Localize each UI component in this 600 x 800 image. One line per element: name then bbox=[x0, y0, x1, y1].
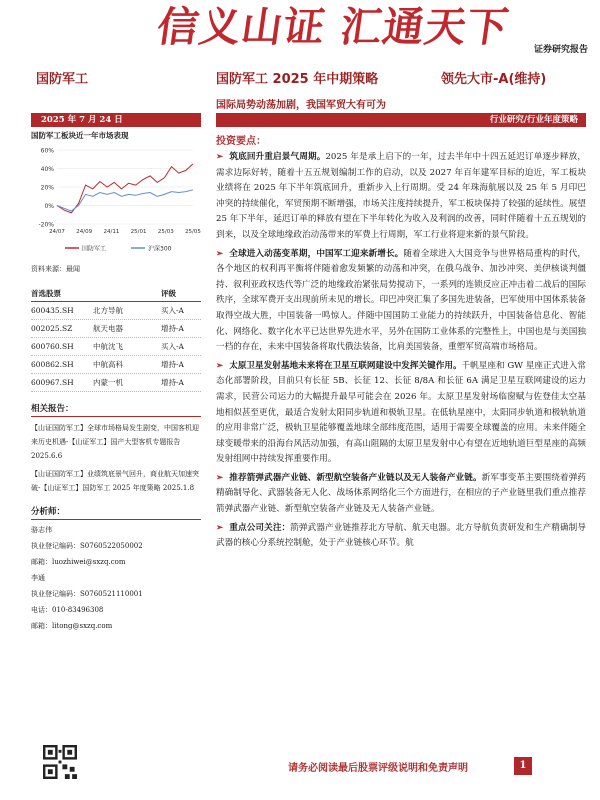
key-point-paragraph bbox=[216, 359, 586, 468]
key-point-body: 新军事变革主要围绕着弹药精确制导化、武器装备无人化、战场体系网络化三个方面进行，在相应的子产业链里我们重点推荐箭弹武器产业链、新型航空装备产业链及无人装备产业链。 bbox=[216, 472, 586, 515]
table-row bbox=[31, 338, 201, 356]
report-title: 国防军工 2025 年中期策略 bbox=[216, 72, 379, 87]
related-report-link[interactable]: 【山证国防军工】业绩筑底景气回升，商业航天加速突破-【山证军工】国防军工 2025 年度策略 2025.1.8 bbox=[31, 470, 199, 492]
report-type-label: 证券研究报告 bbox=[533, 45, 588, 55]
key-point-body: 千帆星座和 GW 星座正式进入常态化部署阶段，目前只有长征 5B、长征 12、长征 8/8A 和长征 6A 满足卫星互联网建设的运力需求，民营公司运力的大幅提升最早可能会在 2026 年。太原卫星发射场临窗赋与佐登佳太空基地相似甚至更优，最适合发射太阳同步轨道和极轨卫星。在低轨星座中，太阳同步轨道和极轨轨道的应用非常广泛，极轨卫星能够覆盖地球全部纬度范围，适用于需要全球覆盖的应用。未来伴随全球变暖带来的沿海台风活动加强，有高山阻隔的太原卫星发射中心有望在近地轨道巨型星座的高频发射组网中持续发挥重要作用。 bbox=[216, 360, 586, 465]
stock-rating: 买入-A bbox=[161, 342, 184, 351]
stock-name: 内蒙一机 bbox=[93, 378, 123, 387]
stock-name: 北方导航 bbox=[93, 306, 123, 315]
y-tick-label: 0% bbox=[44, 203, 54, 210]
qr-code-icon bbox=[43, 745, 77, 779]
stock-table-header bbox=[31, 288, 201, 302]
sidebar bbox=[31, 130, 201, 636]
report-category: 行业研究/行业年度策略 bbox=[216, 113, 586, 127]
stock-rating: 增持-A bbox=[161, 324, 184, 333]
industry-name: 国防军工 bbox=[36, 72, 89, 87]
x-tick-label: 25/05 bbox=[185, 229, 201, 235]
stock-rating: 买入-A bbox=[161, 306, 184, 315]
y-tick-label: 20% bbox=[40, 184, 54, 192]
analyst-license: 执业登记编码：S0760521110001 bbox=[31, 590, 143, 598]
table-row bbox=[31, 320, 201, 338]
stock-name: 中航沈飞 bbox=[93, 342, 123, 351]
stock-name: 航天电器 bbox=[93, 324, 123, 333]
key-point-body: 随着全球进入大国竞争与世界格局重构的时代，各个地区的权利再平衡将伴随着愈发频繁的动荡和冲突，在俄乌战争、加沙冲突、美伊核谈判僵持、叙利亚政权迭代等广泛的地缘政治紧张局势搅动下，一系列的连锁反应正冲击着二战后的国际秩序，全球军费开支出现前所未见的增长。印巴冲突汇集了多国先进装备，巴军使用中国体系装备取得空战大胜，中国装备一鸣惊人。伴随中国国防工业能力的持续跃升，中国装备信息化、智能化、网络化、数字化水平已达世界先进水平，另外在国防工业体系的完整性上，中国也是与美国独一档的存在，未来中国装备将取代俄法装备，比肩美国装备，重塑军贸高端市场格局。 bbox=[216, 248, 586, 353]
x-tick-label: 24/07 bbox=[49, 229, 65, 235]
arrow-bullet-icon: ➢ bbox=[216, 248, 224, 259]
key-point-lead: 重点公司关注： bbox=[229, 522, 291, 533]
legend-label: 国防军工 bbox=[82, 245, 107, 253]
title-row bbox=[0, 66, 600, 88]
stock-code: 600967.SH bbox=[31, 378, 74, 387]
y-tick-label: 60% bbox=[40, 147, 54, 155]
x-tick-label: 25/01 bbox=[130, 229, 147, 235]
analyst-phone: 电话：010-83496308 bbox=[31, 606, 104, 614]
analyst-email[interactable]: 邮箱：luozhiwei@sxzq.com bbox=[31, 558, 126, 566]
stock-code: 600760.SH bbox=[31, 342, 74, 351]
x-tick-label: 24/11 bbox=[103, 229, 120, 235]
key-point-lead: 推荐箭弹武器产业链、新型航空装备产业链以及无人装备产业链。 bbox=[229, 472, 482, 483]
header-name bbox=[93, 288, 161, 299]
key-point-lead: 筑底回升重启景气周期。 bbox=[229, 152, 326, 162]
key-point-lead: 全球进入动荡变革期，中国军工迎来新增长。 bbox=[229, 248, 404, 259]
report-subtitle: 国际局势动荡加剧，我国军贸大有可为 bbox=[216, 100, 386, 111]
table-row bbox=[31, 374, 201, 392]
chart-source: 资料来源：最闻 bbox=[31, 265, 80, 273]
arrow-bullet-icon: ➢ bbox=[216, 472, 224, 483]
related-reports-heading: 相关报告： bbox=[31, 402, 201, 417]
stock-code: 600862.SH bbox=[31, 360, 74, 369]
arrow-bullet-icon: ➢ bbox=[216, 522, 224, 533]
chart-title: 国防军工板块近一年市场表现 bbox=[31, 131, 129, 140]
header-code: 首选股票 bbox=[31, 289, 61, 298]
disclaimer-notice: 请务必阅读最后股票评级说明和免责声明 bbox=[288, 763, 468, 774]
report-date: 2025 年 7 月 24 日 bbox=[31, 113, 201, 127]
key-point-body: 2025 年是承上启下的一年，过去半年中十四五延迟订单逐步释放，需求边际好转，随着十五五规划编制工作的启动，以及 2027 年百年建军目标的迫近，军工板块业绩将在 2025 年下半年筑底回升，重新步入上行周期。受 24 年珠海航展以及 25 年 5 月印巴冲突的持续催化，军贸预期不断增强，市场关注度持续提升，军工板块保持了较强的延续性。展望 25 年下半年，延迟订单的释放有望在下半年转化为收入及利润的改善，同时伴随着十五五规划的到来，以及全球地缘政治动荡带来的军费上行周期，军工行业将迎来新的景气阶段。 bbox=[216, 152, 586, 240]
stock-rating: 增持-A bbox=[161, 360, 184, 369]
analysts-heading: 分析师： bbox=[31, 505, 201, 520]
x-tick-label: 25/03 bbox=[157, 229, 174, 235]
series-line bbox=[57, 190, 193, 211]
performance-chart bbox=[31, 144, 201, 256]
x-tick-label: 24/09 bbox=[76, 229, 93, 235]
stock-rating: 增持-A bbox=[161, 378, 184, 387]
page-number: 1 bbox=[514, 757, 532, 775]
arrow-bullet-icon: ➢ bbox=[216, 152, 224, 162]
banner-slogan: 信义山证 汇通天下 bbox=[154, 3, 513, 51]
key-point-paragraph bbox=[216, 247, 586, 356]
key-point-paragraph bbox=[216, 521, 586, 552]
analyst-name: 李通 bbox=[31, 574, 45, 582]
y-tick-label: -20% bbox=[38, 221, 54, 229]
key-points-heading: 投资要点： bbox=[216, 136, 266, 147]
stock-code: 600435.SH bbox=[31, 306, 74, 315]
key-point-lead: 太原卫星发射基地未来将在卫星互联网建设中发挥关键作用。 bbox=[229, 360, 462, 371]
analyst-email[interactable]: 邮箱：litong@sxzq.com bbox=[31, 622, 113, 630]
stock-code: 002025.SZ bbox=[31, 324, 73, 333]
table-row bbox=[31, 356, 201, 374]
legend-label: 沪深300 bbox=[148, 245, 172, 253]
arrow-bullet-icon: ➢ bbox=[216, 360, 224, 371]
header-banner bbox=[0, 0, 600, 62]
analyst-name: 骆志伟 bbox=[31, 526, 52, 534]
analyst-license: 执业登记编码：S0760522050002 bbox=[31, 542, 143, 550]
industry-rating: 领先大市-A(维持) bbox=[441, 72, 547, 87]
stock-name: 中航高科 bbox=[93, 360, 123, 369]
key-point-paragraph bbox=[216, 150, 586, 244]
y-tick-label: 40% bbox=[40, 166, 54, 173]
main-content bbox=[216, 132, 586, 552]
header-rating: 评级 bbox=[161, 289, 176, 298]
related-report-link[interactable]: 【山证国防军工】全球市场格局发生剧变，中国客机迎来历史机遇-【山证军工】国产大型客机专题报告 2025.6.6 bbox=[31, 424, 199, 460]
key-point-paragraph bbox=[216, 471, 586, 518]
performance-chart-svg bbox=[31, 144, 201, 256]
table-row bbox=[31, 302, 201, 320]
analyst-info bbox=[31, 524, 201, 632]
key-point-body: 箭弹武器产业链推荐北方导航、航天电器。北方导航负责研发和生产精确制导武器的核心分系统控制舱，处于产业链核心环节。航 bbox=[216, 522, 586, 549]
